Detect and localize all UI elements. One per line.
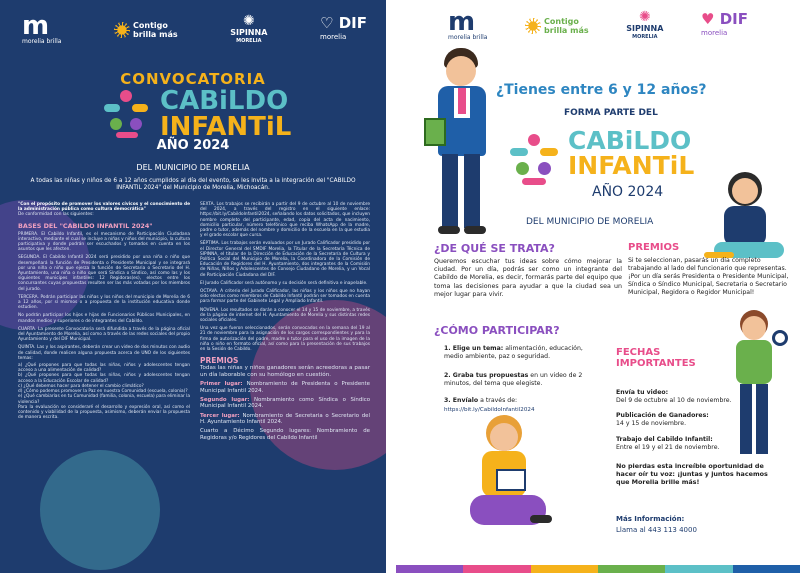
conformidad-text: De conformidad con las siguientes: [18, 212, 94, 218]
municipio-label: DEL MUNICIPIO DE MORELIA [136, 163, 250, 172]
base-paragraph: El Jurado Calificador será autónomo y su decisión será definitiva e inapelable. [200, 280, 368, 286]
base-paragraph: Para la evaluación se consideraré el desarrollo y expresión oral, así como el contenido y viabilidad de la propuesta, asimismo, deberán enviar la propuesta de manera escrita. [18, 404, 190, 421]
premios-title: PREMIOS [200, 356, 239, 366]
topic-item: a) ¿Qué propones para que todas las niñas, niños y adolescentes tengan acceso a una alimentación de calidad? [18, 363, 190, 374]
fechas-title: FECHAS IMPORTANTES [616, 347, 696, 369]
bases-column-1 [18, 202, 190, 420]
topic-item: c) ¿Qué debemos hacer para detener el cambio climático? [18, 383, 144, 389]
cabildo-infantil-logo [160, 88, 291, 140]
municipio-label: DEL MUNICIPIO DE MORELIA [526, 217, 654, 227]
contigo-logo: Contigo brilla más [114, 21, 178, 39]
boy-illustration [424, 48, 502, 238]
date-publicacion: Publicación de Ganadores: 14 y 15 de noviembre. [616, 412, 709, 427]
base-paragraph: SEGUNDA. El Cabildo Infantil 2024 será presidido por una niña o niño que desempeñará la función de Presidenta o Presidente Municipal y se integrará por una niña o niño que ejerza la función de Secretaria o Secretario del H. Ayuntamiento, una niña o niño que será Síndica o Síndico, así como las y los siguientes municipes infantiles: 12 Regidoras(es), electos entre los concursantes cuyas propuestas resulten ser las más votadas por los miembros del jurado. [18, 255, 190, 292]
topic-item: e) ¿Qué cambiarías en tu Comunidad (familia, colonia, escuela) para eliminar la violencia? [18, 394, 190, 405]
base-paragraph: TERCERA. Podrán participar las niñas y los niños del municipio de Morelia de 6 a 12 años, por sí mismos o a propuesta de la institución educativa donde estudien. [18, 294, 190, 311]
prize-third: Tercer lugar: Nombramiento de Secretaria o Secretario del H. Ayuntamiento Infantil 2024. [200, 412, 370, 425]
dif-logo: ♡ DIF morelia [320, 14, 367, 41]
age-question: ¿Tienes entre 6 y 12 años? [496, 82, 707, 98]
step-1: 1. Elige un tema: alimentación, educación, medio ambiente, paz o seguridad. [444, 345, 583, 360]
que-se-trata-title: ¿DE QUÉ SE TRATA? [434, 242, 555, 255]
date-envia: Envía tu video: Del 9 de octubre al 10 de noviembre. [616, 389, 732, 404]
cabildo-word: CABiLDO [568, 126, 692, 155]
cabildo-infantil-logo [568, 128, 694, 178]
base-paragraph: No podrán participar los hijos e hijas de Funcionarios Públicos Municipales, en mandos medios y superiores o de integrantes del Cabildo. [18, 313, 190, 324]
convocatoria-title: CONVOCATORIA [120, 70, 266, 88]
infantil-word: INFANTiL [568, 151, 695, 180]
heart-icon: ♥ [701, 10, 715, 28]
sipinna-figures-icon: ✺ [242, 13, 255, 29]
base-paragraph: SÉPTIMA. Los trabajos serán evaluados por un Jurado Calificador presidido por el Director General del SMDIF Morelia, la Titular de la Secretaría Técnica de SIPINNA, el titular de la Dirección de Educación de la Secretaría de Cultura y Política Social del Municipio de Morelia, la Coordinadora de la Comisión de Educación de Regidores del H. Ayuntamiento, dos integrantes de la Comisión de Niñas, Niños y Adolescentes de Consejo Ciudadano de Morelia, y un Vocal de Participación Ciudadana del DIF. [200, 241, 370, 278]
sipinna-figures-icon: ✺ [638, 9, 651, 25]
base-paragraph: CUARTA. La presente Convocatoria será difundida a través de la página oficial del Ayuntamiento de Morelia, así como a través de las redes sociales del propio Ayuntamiento y del DIF Municipal. [18, 326, 190, 343]
intro-text: A todas las niñas y niños de 6 a 12 años cumplidos al día del evento, se les invita a la integración del "CABILDO INFANTIL 2024" del Municipio de Morelia, Michoacán. [30, 178, 356, 191]
date-trabajo: Trabajo del Cabildo Infantil: Entre el 19 y el 21 de noviembre. [616, 436, 720, 451]
morelia-logo: m morelia brilla [22, 11, 62, 45]
closing-message: No pierdas esta increíble oportunidad de hacer oír tu voz: ¡juntas y juntos hacemos que Morelia brille más! [616, 462, 768, 486]
step-2: 2. Graba tus propuestas en un video de 2 minutos, del tema que elegiste. [444, 372, 583, 387]
bases-column-2 [200, 202, 370, 441]
bases-title: BASES DEL "CABILDO INFANTIL 2024" [18, 221, 153, 230]
base-paragraph: OCTAVA. A criterio del Jurado Calificador, las niñas y los niños que no hayan sido electos como miembros de Cabildo Infantil podrán ser tomados en cuenta para formar parte del Gabinete Legal y Ampliado Infantil. [200, 289, 370, 305]
prize-rest: Cuarto a Décimo Segundo lugares: Nombramiento de Regidoras y/o Regidores del Cabildo Infantil [200, 428, 370, 441]
base-paragraph: QUINTA. Las y los aspirantes, deberán crear un video de dos minutos con audio de calidad, donde realicen alguna propuesta acerca de UNO de los siguientes temas: [18, 345, 190, 361]
color-stripe [396, 565, 800, 573]
cabildo-kids-symbol [508, 134, 560, 188]
sun-icon [114, 22, 130, 38]
boy-magnifier-illustration [728, 310, 792, 470]
premios-text: Si te seleccionan, pasarás un día completo trabajando al lado del funcionario que representas. ¡Por un día serás Presidenta o Presidente Municipal, Síndica o Síndico Municipal, Secretaria o Secretario Municipal, Regidora o Regidor Municipal! [628, 257, 789, 296]
sipinna-logo: ✺ SIPINNA MORELIA [230, 13, 268, 44]
girl-reading-illustration [466, 415, 556, 565]
year-label: AÑO 2024 [592, 184, 664, 200]
forma-parte-label: FORMA PARTE DEL [564, 108, 658, 118]
cabildo-kids-symbol [102, 90, 152, 140]
sipinna-logo: ✺ SIPINNA MORELIA [626, 9, 664, 40]
prize-second: Segundo lugar: Nombramiento como Síndica o Síndico Municipal Infantil 2024. [200, 397, 370, 410]
base-paragraph: PRIMERA. El Cabildo Infantil, es el mecanismo de Participación Ciudadana interactivo, mediante el cual se incluye a niñas y niños del municipio, la cultura participativa y donde podrán ser escuchados y tomados en cuenta en los asuntos que les afecten. [18, 231, 190, 253]
phone-text: Llama al 443 113 4000 [616, 526, 697, 534]
base-paragraph: NOVENA. Los resultados se darán a conocer el 14 y 15 de noviembre, a través de la página de internet del H. Ayuntamiento de Morelia y sus distintas redes sociales oficiales. [200, 307, 370, 324]
year-label: AÑO 2024 [156, 138, 230, 153]
cabildo-flyer [396, 0, 800, 573]
topic-item: d) ¿Cómo podemos promover la Paz en nuestra Comunidad (escuela, colonia)? [18, 389, 188, 395]
infantil-word: INFANTiL [160, 112, 292, 142]
convocatoria-poster [0, 0, 386, 573]
registration-link[interactable]: https://bit.ly/CabildoInfantil2024 [444, 407, 535, 413]
heart-icon: ♡ [320, 14, 334, 32]
prize-first: Primer lugar: Nombramiento de Presidenta o Presidente Municipal Infantil 2024. [200, 381, 370, 394]
que-se-trata-text: Queremos escuchar tus ideas sobre cómo mejorar la ciudad. Por un día, podrás ser como un integrante del Cabildo de Morelia, es decir, formarás parte del equipo que toma las decisiones para ayudar a que la ciudad sea un mejor lugar para vivir. [434, 258, 622, 298]
contigo-logo: Contigo brilla más [525, 17, 589, 35]
cabildo-word: CABiLDO [160, 86, 289, 116]
morelia-logo: m morelia brilla [448, 7, 488, 41]
info-label: Más Información: [616, 515, 685, 523]
purpose-text: "Con el propósito de promover los valores cívicos y el conocimiento de la administración pública como cultura democrática" [18, 202, 190, 213]
premios-title: PREMIOS [628, 242, 680, 253]
logo-row [448, 7, 748, 42]
base-paragraph: SEXTA. Los trabajos se recibirán a partir del 9 de octubre al 10 de noviembre del 2024, a través del registro en el siguiente enlace: https://bit.ly/CabildoInfantil2024, señalando los datos solicitados, que incluyen nombre completo del participante, edad, copia del acta de nacimiento, domicilio particular, número telefónico que reciba WhatsApp de la madre, padre o tutor, además del nombre y domicilio de la escuela en la que estudia y el grado escolar que cursa. [200, 202, 370, 239]
sun-icon [525, 18, 541, 34]
logo-row [22, 11, 367, 46]
decor-blob [40, 450, 160, 570]
como-participar-title: ¿CÓMO PARTICIPAR? [434, 324, 560, 337]
topic-item: b) ¿Qué propones para que todas las niñas, niños y adolescentes tengan acceso a la Educación Escolar de calidad? [18, 373, 190, 384]
base-paragraph: Una vez que fueron seleccionados, serán convocados en la semana del 19 al 21 de noviembre para la asignación de los cargos correspondientes y para la firma de autorización del padre, madre o tutor para el uso de la imagen de la niña o niño en formato oficial, así como para la presentación de sus trabajos en la Sesión de Cabildo. [200, 326, 370, 353]
dif-logo: ♥ DIF morelia [701, 10, 748, 37]
premios-text: Todas las niñas y niños ganadores serán acreedoras a pasar un día laborable con su homólogo en cuestión. [200, 365, 370, 378]
step-3: 3. Envíalo a través de: [444, 397, 518, 404]
